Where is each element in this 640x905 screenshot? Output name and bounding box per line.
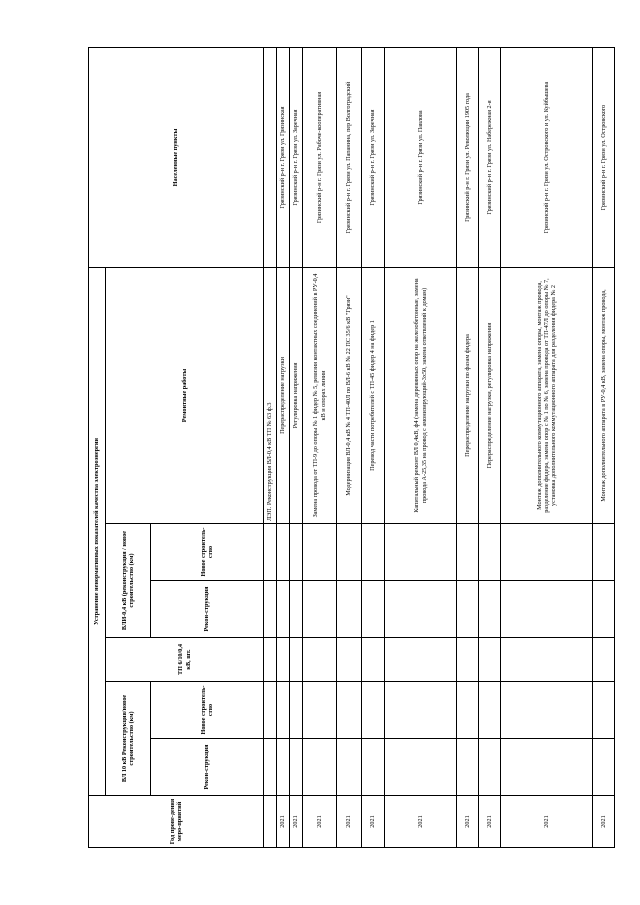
work-cell: Перераспределение нагрузки по фазам фидера <box>457 268 479 524</box>
year-cell: 2021 <box>501 796 593 848</box>
table-row <box>277 48 290 848</box>
table-row <box>501 48 593 848</box>
header-vl10-new: Новое строитель-ство <box>151 682 264 739</box>
year-cell: 2021 <box>593 796 615 848</box>
year-cell: 2021 <box>479 796 501 848</box>
table-row <box>385 48 457 848</box>
settlement-cell: Грязинский р-н г. Грязи ул. Революции 1905 года <box>457 48 479 268</box>
work-cell: Перевод части потребителей с ТП-45 фидер 4 на фидер 1 <box>362 268 385 524</box>
year-cell: 2021 <box>362 796 385 848</box>
table-row <box>290 48 303 848</box>
rotated-table-container <box>88 48 607 848</box>
settlement-cell: Грязинский р-н г. Грязи ул. Павлова <box>385 48 457 268</box>
table-row <box>264 48 277 848</box>
settlement-cell <box>264 48 277 268</box>
header-vli-recon: Рекон-струкция <box>151 581 264 638</box>
works-table <box>88 47 615 848</box>
settlement-cell: Грязинский р-н г. Грязи ул. Островского <box>593 48 615 268</box>
year-cell: 2021 <box>385 796 457 848</box>
work-cell: Замена провода от ТП-9 до опоры № 1 фидер № 5, ревизия контактных соединений в РУ-0,4 кВ и опорах линии <box>303 268 337 524</box>
header-tp: ТП 6/10/0,4 кВ, шт. <box>106 638 264 682</box>
header-vl10: ВЛ 10 кВ Реконструкция/новое строительство (км) <box>106 682 151 796</box>
header-vl10-recon: Рекон-струкция <box>151 739 264 796</box>
work-cell: Перераспределение нагрузки, регулировка напряжения <box>479 268 501 524</box>
table-row <box>337 48 362 848</box>
year-cell: 2021 <box>277 796 290 848</box>
header-vli: ВЛИ-0,4 кВ (реконструкция / новое строительство (км) <box>106 524 151 638</box>
work-cell: Монтаж дополнительного коммутационного аппарата, замена опоры, монтаж провода, разделение фидера, замена опор с № 1 по № 6, замена провода от ТП-47Л до опоры № 7, установка дополнительного коммутационного аппарата для разделения фидера № 2 <box>501 268 593 524</box>
header-settlements: Населенные пункты <box>89 48 264 268</box>
year-cell: 2021 <box>337 796 362 848</box>
year-cell <box>264 796 277 848</box>
settlement-cell: Грязинский р-н г. Грязи ул. Заречная <box>290 48 303 268</box>
year-cell: 2021 <box>457 796 479 848</box>
work-cell: ЛЭП. Реконструкция ВЛ-0,4 кВ ТП № 63 ф.3 <box>264 268 277 524</box>
settlement-cell: Грязинский р-н г. Грязи ул. Папанина, пер Волгоградский <box>337 48 362 268</box>
header-vli-new: Новое строитель-ство <box>151 524 264 581</box>
year-cell: 2021 <box>290 796 303 848</box>
header-year: Год прове-дения меро-приятий <box>89 796 264 848</box>
settlement-cell: Грязинский р-н г. Грязи ул. Набережная 2-я <box>479 48 501 268</box>
year-cell: 2021 <box>303 796 337 848</box>
table-row <box>303 48 337 848</box>
settlement-cell: Грязинский р-н г. Грязи ул. Грязинская <box>277 48 290 268</box>
work-cell: Регулировка напряжения <box>290 268 303 524</box>
work-cell: Монтаж дополнительного аппарата в РУ-0,4 кВ, замена опоры, монтаж провода, <box>593 268 615 524</box>
table-row <box>479 48 501 848</box>
table-row <box>362 48 385 848</box>
settlement-cell: Грязинский р-н г. Грязи ул. Рабоче-кооперативная <box>303 48 337 268</box>
work-cell: Модернизация ВЛ-0,4 кВ № 4 ТП-40Л по ВЛ-6 кВ № 22 ПС 35/6 кВ "Грязи" <box>337 268 362 524</box>
work-cell: Капитальный ремонт ВЛ 0,4кВ, ф4 (замена деревянных опор на железобетонные, замена провода А-25,35 на провод с амонизирующий-3х50, замена ответвлений к домам) <box>385 268 457 524</box>
settlement-cell: Грязинский р-н г. Грязи ул. Заречная <box>362 48 385 268</box>
header-works: Ремонтные работы <box>106 268 264 524</box>
work-cell: Перераспределение нагрузки <box>277 268 290 524</box>
settlement-cell: Грязинский р-н г. Грязи ул. Островского и ул. Куйбышева <box>501 48 593 268</box>
header-group: Устранение ненормативных показателей качества электроэнергии <box>89 268 106 796</box>
table-row <box>593 48 615 848</box>
rotated-page <box>88 48 607 848</box>
table-row <box>457 48 479 848</box>
